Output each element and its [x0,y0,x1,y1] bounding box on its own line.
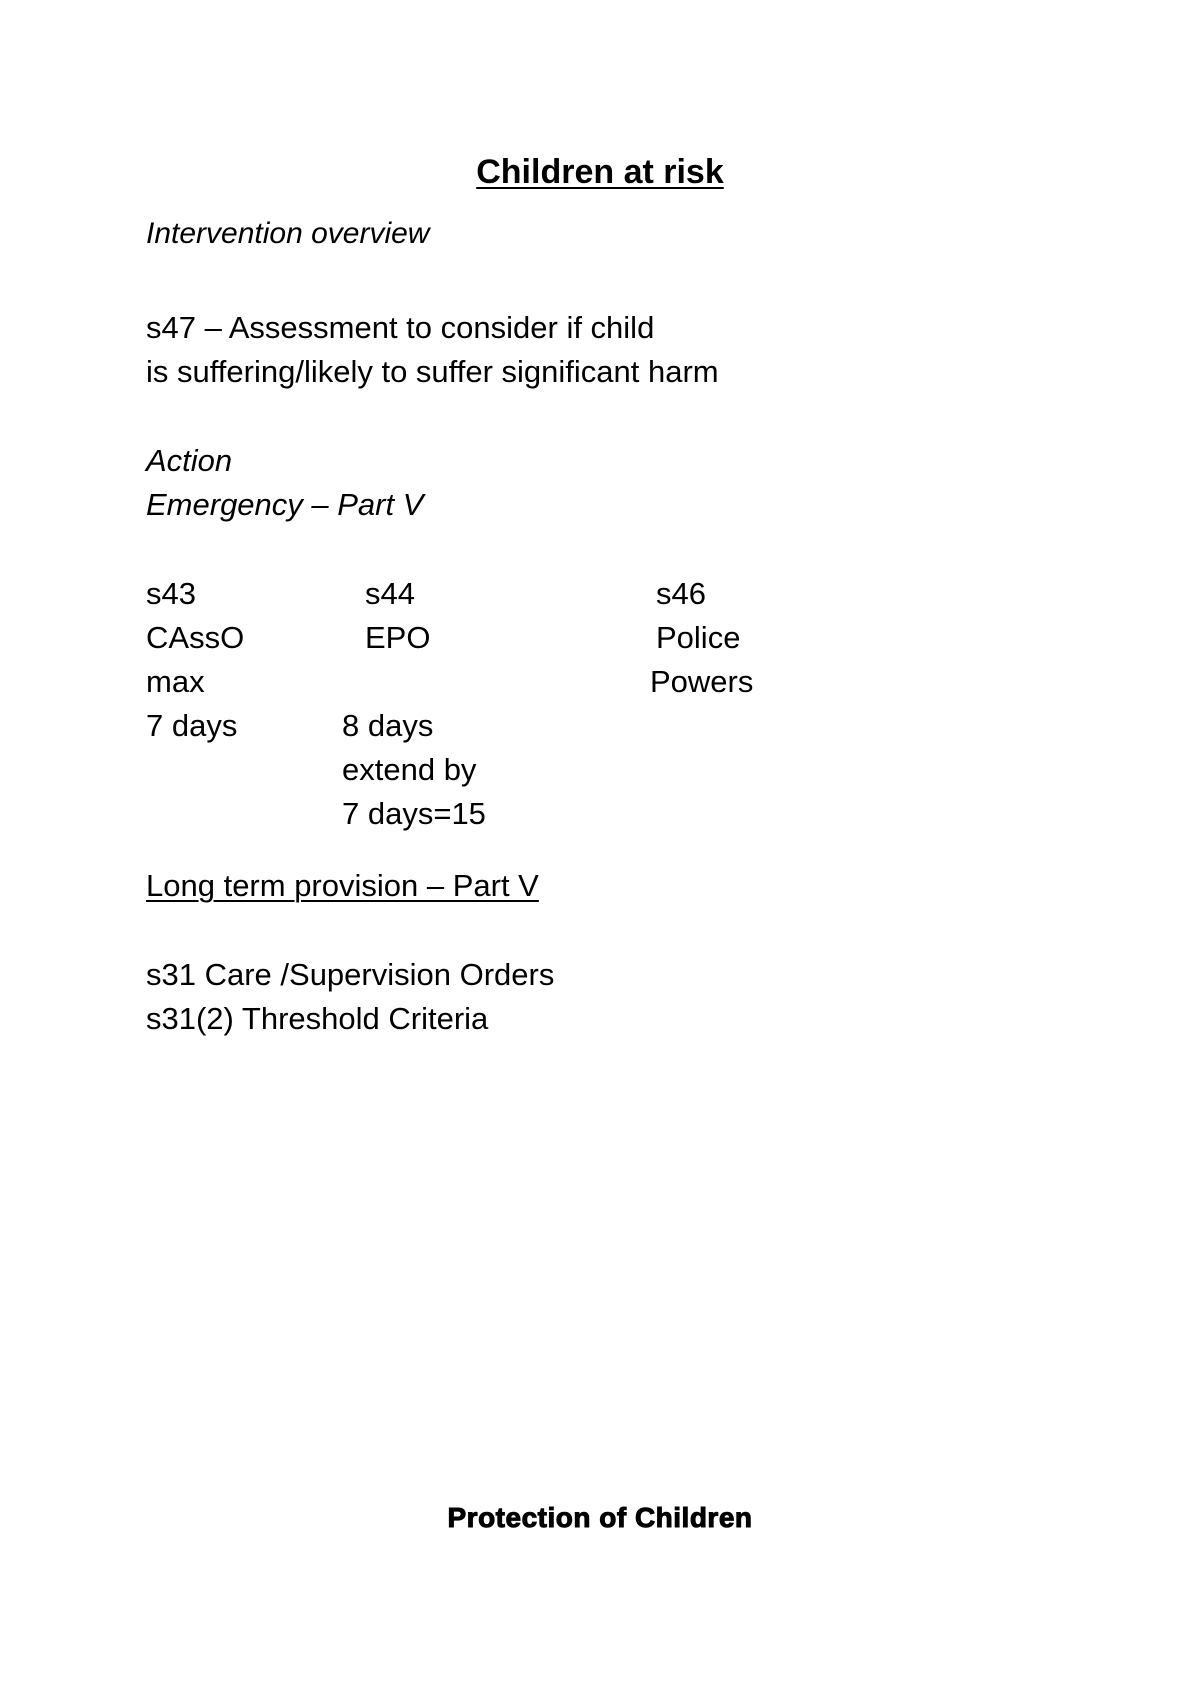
s31-threshold-criteria: s31(2) Threshold Criteria [146,1001,489,1036]
action-heading: Action [146,443,233,478]
s46-label: s46 [656,576,706,611]
s43-label: s43 [146,576,196,611]
s44-extended-total: 7 days=15 [342,796,486,831]
s46-powers: Powers [650,664,754,699]
emergency-heading: Emergency – Part V [146,487,424,522]
s43-max: max [146,664,205,699]
s31-care-orders: s31 Care /Supervision Orders [146,957,555,992]
s44-duration: 8 days [342,708,434,743]
s43-order: CAssO [146,620,245,655]
s44-label: s44 [365,576,415,611]
page-title: Children at risk [476,153,724,191]
footer-title: Protection of Children [447,1502,753,1533]
s44-order: EPO [365,620,431,655]
s46-police: Police [656,620,741,655]
s44-extend: extend by [342,752,477,787]
s47-line-2: is suffering/likely to suffer significant harm [146,354,719,389]
s43-duration: 7 days [146,708,238,743]
s47-line-1: s47 – Assessment to consider if child [146,310,655,345]
subtitle: Intervention overview [146,217,430,250]
long-term-heading: Long term provision – Part V [146,868,539,903]
